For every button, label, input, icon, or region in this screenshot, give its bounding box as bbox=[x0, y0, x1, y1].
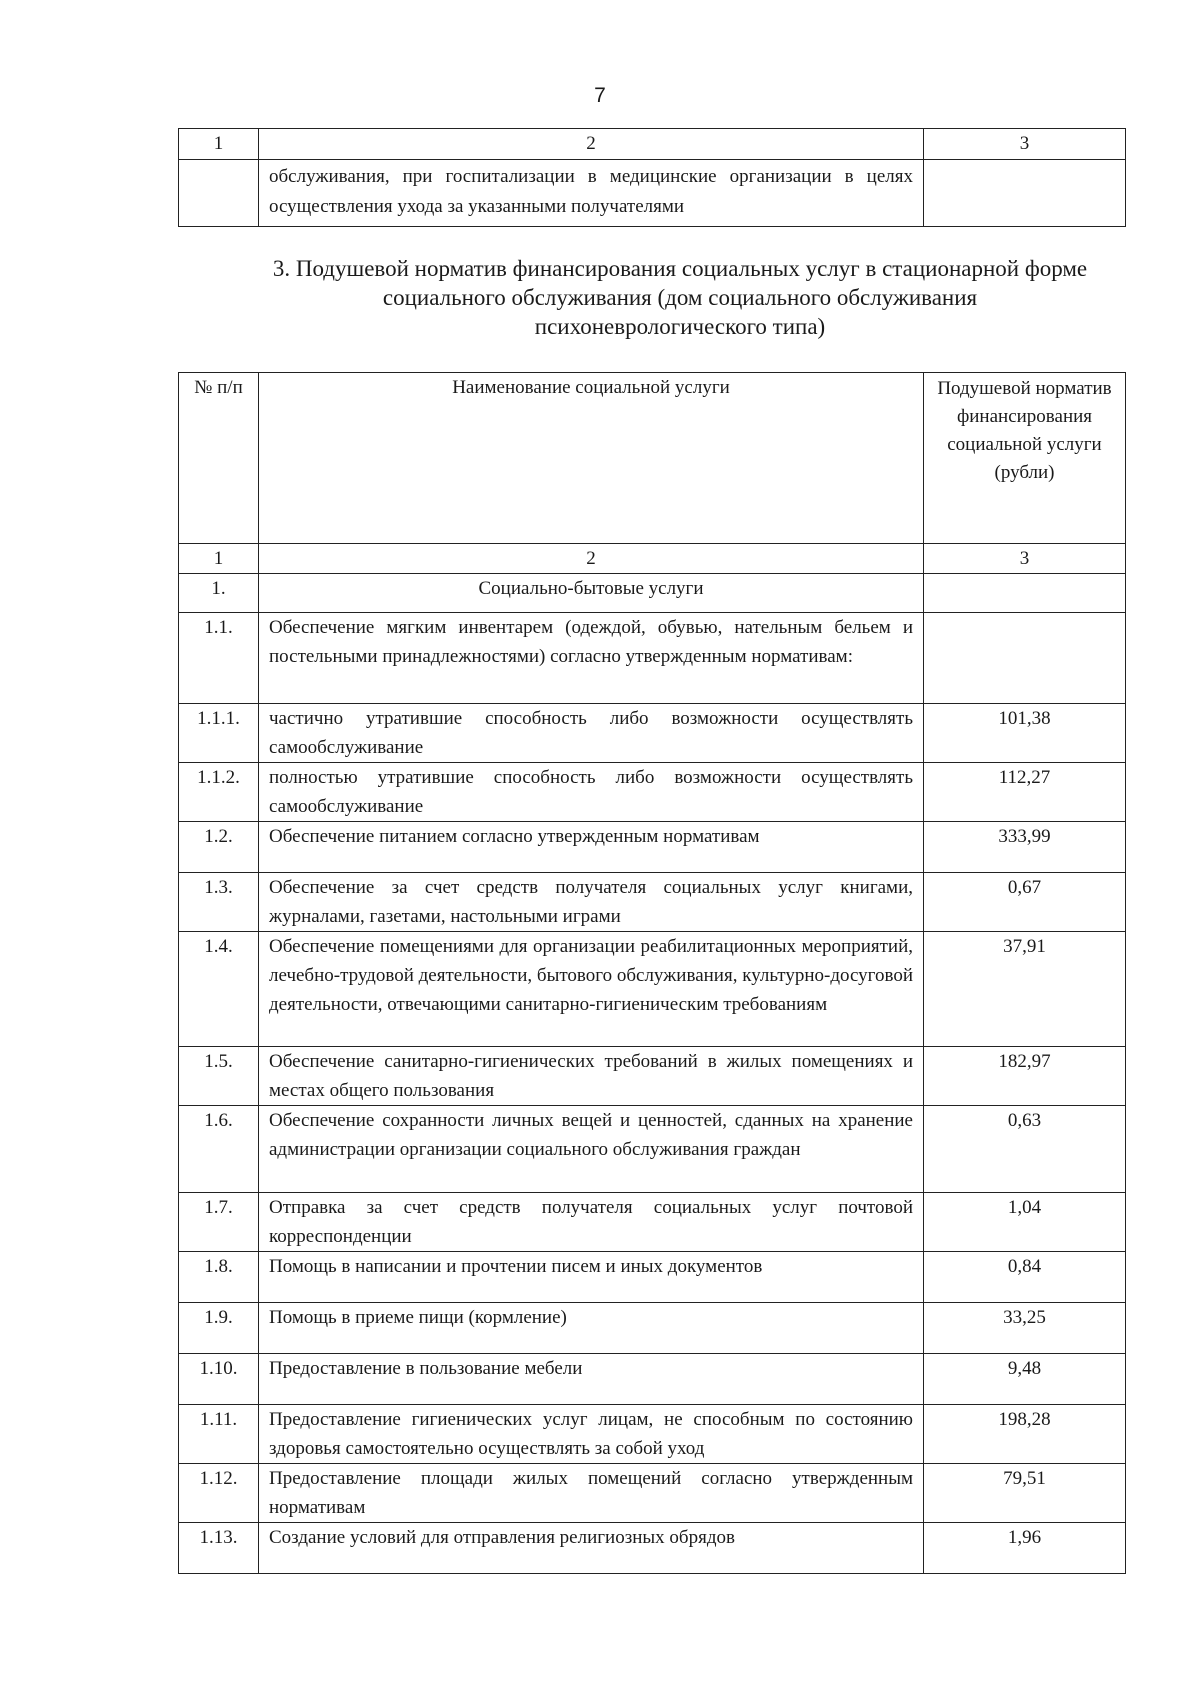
service-value bbox=[924, 574, 1126, 613]
service-value: 1,96 bbox=[924, 1523, 1126, 1574]
page-number: 7 bbox=[594, 84, 606, 107]
column-number-row bbox=[179, 544, 1126, 574]
col-number-2: 2 bbox=[259, 544, 924, 574]
service-name: Помощь в приеме пищи (кормление) bbox=[259, 1303, 924, 1354]
service-value: 37,91 bbox=[924, 932, 1126, 1047]
table-row bbox=[179, 613, 1126, 704]
service-name: Отправка за счет средств получателя социальных услуг почтовой корреспонденции bbox=[259, 1193, 924, 1252]
service-value bbox=[924, 160, 1126, 227]
col-number-1: 1 bbox=[179, 129, 259, 160]
row-number: 1.6. bbox=[179, 1106, 259, 1193]
row-number: 1.3. bbox=[179, 873, 259, 932]
table-row bbox=[179, 1523, 1126, 1574]
service-name: Обеспечение мягким инвентарем (одеждой, обувью, нательным бельем и постельными принадлежностями) согласно утвержденным нормативам: bbox=[259, 613, 924, 704]
service-name: Обеспечение за счет средств получателя социальных услуг книгами, журналами, газетами, настольными играми bbox=[259, 873, 924, 932]
service-value: 198,28 bbox=[924, 1405, 1126, 1464]
service-name: Создание условий для отправления религиозных обрядов bbox=[259, 1523, 924, 1574]
service-value: 33,25 bbox=[924, 1303, 1126, 1354]
row-number: 1.8. bbox=[179, 1252, 259, 1303]
service-value: 101,38 bbox=[924, 704, 1126, 763]
table-row bbox=[179, 1464, 1126, 1523]
row-number bbox=[179, 160, 259, 227]
service-name: Обеспечение сохранности личных вещей и ценностей, сданных на хранение администрации организации социального обслуживания граждан bbox=[259, 1106, 924, 1193]
services-table bbox=[178, 372, 1126, 1574]
row-number: 1.12. bbox=[179, 1464, 259, 1523]
service-value: 1,04 bbox=[924, 1193, 1126, 1252]
service-value: 0,67 bbox=[924, 873, 1126, 932]
service-value: 112,27 bbox=[924, 763, 1126, 822]
col-number-1: 1 bbox=[179, 544, 259, 574]
table-row bbox=[179, 1354, 1126, 1405]
service-value: 0,84 bbox=[924, 1252, 1126, 1303]
service-name: Социально-бытовые услуги bbox=[259, 574, 924, 613]
row-number: 1.9. bbox=[179, 1303, 259, 1354]
service-name: полностью утратившие способность либо возможности осуществлять самообслуживание bbox=[259, 763, 924, 822]
service-name: частично утратившие способность либо возможности осуществлять самообслуживание bbox=[259, 704, 924, 763]
row-number: 1.10. bbox=[179, 1354, 259, 1405]
header-service-name: Наименование социальной услуги bbox=[259, 373, 924, 544]
service-value: 182,97 bbox=[924, 1047, 1126, 1106]
row-number: 1.7. bbox=[179, 1193, 259, 1252]
table-row bbox=[179, 704, 1126, 763]
table-row bbox=[179, 1106, 1126, 1193]
row-number: 1.1.1. bbox=[179, 704, 259, 763]
service-value: 79,51 bbox=[924, 1464, 1126, 1523]
header-norm-value: Подушевой норматив финансирования социальной услуги (рубли) bbox=[924, 373, 1126, 544]
service-name: Обеспечение санитарно-гигиенических требований в жилых помещениях и местах общего пользования bbox=[259, 1047, 924, 1106]
col-number-2: 2 bbox=[259, 129, 924, 160]
continuation-table bbox=[178, 128, 1126, 227]
service-value: 333,99 bbox=[924, 822, 1126, 873]
col-number-3: 3 bbox=[924, 129, 1126, 160]
col-number-3: 3 bbox=[924, 544, 1126, 574]
table-row bbox=[179, 160, 1126, 227]
table-header-row bbox=[179, 129, 1126, 160]
table-row bbox=[179, 822, 1126, 873]
table-row bbox=[179, 574, 1126, 613]
service-name: Предоставление в пользование мебели bbox=[259, 1354, 924, 1405]
service-name: Обеспечение помещениями для организации реабилитационных мероприятий, лечебно-трудовой деятельности, бытового обслуживания, культурно-досуговой деятельности, отвечающими санитарно-гигиеническим требованиям bbox=[259, 932, 924, 1047]
table-row bbox=[179, 1405, 1126, 1464]
service-name: Предоставление гигиенических услуг лицам, не способным по состоянию здоровья самостоятельно осуществлять за собой уход bbox=[259, 1405, 924, 1464]
service-name: Помощь в написании и прочтении писем и иных документов bbox=[259, 1252, 924, 1303]
service-value: 9,48 bbox=[924, 1354, 1126, 1405]
table-row bbox=[179, 763, 1126, 822]
table-row bbox=[179, 1193, 1126, 1252]
row-number: 1.4. bbox=[179, 932, 259, 1047]
row-number: 1.13. bbox=[179, 1523, 259, 1574]
service-name: обслуживания, при госпитализации в медицинские организации в целях осуществления ухода за указанными получателями bbox=[259, 160, 924, 227]
row-number: 1.2. bbox=[179, 822, 259, 873]
section-title: 3. Подушевой норматив финансирования социальных услуг в стационарной форме социального обслуживания (дом социального обслуживания психоневрологического типа) bbox=[272, 256, 1088, 339]
table-row bbox=[179, 932, 1126, 1047]
service-value: 0,63 bbox=[924, 1106, 1126, 1193]
table-row bbox=[179, 873, 1126, 932]
service-name: Обеспечение питанием согласно утвержденным нормативам bbox=[259, 822, 924, 873]
row-number: 1. bbox=[179, 574, 259, 613]
row-number: 1.1. bbox=[179, 613, 259, 704]
row-number: 1.5. bbox=[179, 1047, 259, 1106]
row-number: 1.11. bbox=[179, 1405, 259, 1464]
row-number: 1.1.2. bbox=[179, 763, 259, 822]
service-value bbox=[924, 613, 1126, 704]
table-row bbox=[179, 1303, 1126, 1354]
service-name: Предоставление площади жилых помещений согласно утвержденным нормативам bbox=[259, 1464, 924, 1523]
header-number: № п/п bbox=[179, 373, 259, 544]
table-row bbox=[179, 1047, 1126, 1106]
table-header-row bbox=[179, 373, 1126, 544]
table-row bbox=[179, 1252, 1126, 1303]
table-body bbox=[179, 574, 1126, 1574]
